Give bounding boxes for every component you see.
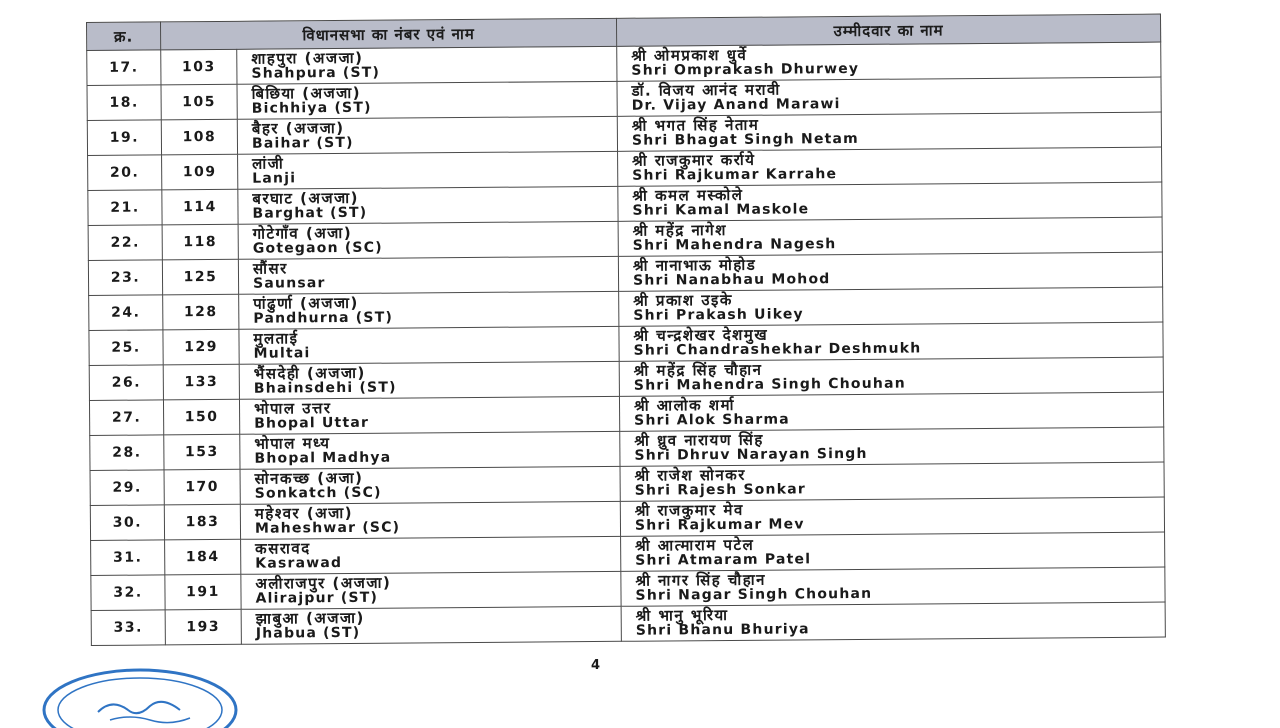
constituency-number: 125 xyxy=(162,259,238,295)
candidate-name-english: Shri Rajkumar Karrahe xyxy=(632,166,838,184)
candidate-name-hindi: श्री महेंद्र नागेश xyxy=(632,220,727,240)
constituency-name-english: Multai xyxy=(253,345,311,362)
constituency-name-english: Alirajpur (ST) xyxy=(255,589,379,607)
constituency-name-english: Lanji xyxy=(252,170,297,187)
candidate-name-hindi: श्री कमल मस्कोले xyxy=(632,185,744,205)
constituency-name-hindi: भोपाल उत्तर xyxy=(253,399,332,418)
candidate-name-english: Shri Bhanu Bhuriya xyxy=(635,621,810,639)
constituency-number: 183 xyxy=(164,504,240,540)
constituency-name-hindi: बरघाट (अजजा) xyxy=(252,188,360,208)
candidate-name xyxy=(617,112,1161,151)
constituency-name-english: Bhopal Madhya xyxy=(254,449,392,467)
page-number: 4 xyxy=(591,658,601,673)
candidate-name-hindi: श्री चन्द्रशेखर देशमुख xyxy=(633,325,769,345)
constituency-name-hindi: सौंसर xyxy=(252,259,288,278)
candidate-name-hindi: श्री प्रकाश उइके xyxy=(633,290,733,310)
candidate-name-english: Shri Rajkumar Mev xyxy=(634,516,805,534)
constituency-name-hindi: सोनकच्छ (अजा) xyxy=(254,468,364,488)
candidate-name xyxy=(617,42,1161,81)
serial-number: 20. xyxy=(88,155,162,191)
constituency-number: 128 xyxy=(163,294,239,330)
constituency-name-hindi: शाहपुरा (अजजा) xyxy=(251,48,364,68)
constituency-name xyxy=(240,501,620,539)
constituency-name xyxy=(240,466,620,504)
constituency-number: 103 xyxy=(161,49,237,85)
serial-number: 27. xyxy=(89,400,163,436)
candidate-name-hindi: श्री राजकुमार मेव xyxy=(634,500,744,520)
constituency-name xyxy=(239,396,619,434)
candidate-name xyxy=(618,182,1162,221)
candidate-name xyxy=(617,77,1161,116)
constituency-name-english: Pandhurna (ST) xyxy=(253,309,394,327)
candidate-name-english: Shri Prakash Uikey xyxy=(633,306,804,324)
constituency-number: 105 xyxy=(161,84,237,120)
candidate-name-hindi: श्री आलोक शर्मा xyxy=(633,395,736,415)
constituency-name xyxy=(237,46,617,84)
candidate-list-table xyxy=(86,14,1166,646)
constituency-name-english: Shahpura (ST) xyxy=(251,64,381,82)
official-seal-stamp xyxy=(40,668,240,728)
candidate-name-hindi: डॉ. विजय आनंद मरावी xyxy=(631,80,781,100)
candidate-name-english: Shri Kamal Maskole xyxy=(632,201,810,219)
constituency-name-hindi: भोपाल मध्य xyxy=(254,434,331,453)
constituency-number: 114 xyxy=(162,189,238,225)
serial-number: 25. xyxy=(89,330,163,366)
candidate-name-hindi: श्री नागर सिंह चौहान xyxy=(635,570,767,590)
table-row xyxy=(91,602,1165,645)
constituency-name-english: Kasrawad xyxy=(255,555,343,572)
constituency-name-english: Bhainsdehi (ST) xyxy=(253,379,397,397)
serial-number: 18. xyxy=(87,85,161,121)
constituency-number: 193 xyxy=(165,609,241,645)
constituency-name-english: Bichhiya (ST) xyxy=(251,99,372,117)
serial-number: 28. xyxy=(90,435,164,471)
constituency-name xyxy=(238,221,618,259)
candidate-name-english: Shri Alok Sharma xyxy=(634,411,790,429)
candidate-name-english: Shri Mahendra Nagesh xyxy=(632,236,837,254)
constituency-number: 118 xyxy=(162,224,238,260)
candidate-name-hindi: श्री महेंद्र सिंह चौहान xyxy=(633,360,763,380)
serial-number: 33. xyxy=(91,610,165,646)
constituency-name-english: Sonkatch (SC) xyxy=(254,484,382,502)
constituency-number: 109 xyxy=(162,154,238,190)
header-candidate: उम्मीदवार का नाम xyxy=(616,14,1160,46)
candidate-name-english: Shri Bhagat Singh Netam xyxy=(631,130,860,149)
constituency-name xyxy=(241,536,621,574)
constituency-name-english: Barghat (ST) xyxy=(252,204,368,222)
candidate-name xyxy=(621,602,1165,641)
candidate-name xyxy=(621,567,1165,606)
candidate-name xyxy=(620,462,1164,501)
serial-number: 21. xyxy=(88,190,162,226)
constituency-name xyxy=(237,81,617,119)
candidate-name-english: Shri Mahendra Singh Chouhan xyxy=(633,375,906,394)
serial-number: 23. xyxy=(88,260,162,296)
constituency-name-hindi: बिछिया (अजजा) xyxy=(251,83,362,103)
constituency-name xyxy=(239,361,619,399)
candidate-name-english: Shri Omprakash Dhurwey xyxy=(631,60,860,79)
candidate-name-english: Shri Nagar Singh Chouhan xyxy=(635,585,873,604)
constituency-name-hindi: लांजी xyxy=(252,154,285,173)
constituency-name xyxy=(238,186,618,224)
candidate-name-hindi: श्री भगत सिंह नेताम xyxy=(631,115,760,135)
constituency-name-hindi: पांढुर्णा (अजजा) xyxy=(253,293,359,313)
constituency-number: 129 xyxy=(163,329,239,365)
header-serial: क्र. xyxy=(87,22,161,51)
candidate-name xyxy=(620,497,1164,536)
candidate-name-english: Shri Chandrashekhar Deshmukh xyxy=(633,340,922,359)
constituency-name-english: Saunsar xyxy=(252,275,326,292)
constituency-name xyxy=(238,256,618,294)
constituency-name xyxy=(240,431,620,469)
constituency-name xyxy=(237,116,617,154)
constituency-name-english: Gotegaon (SC) xyxy=(252,239,383,257)
constituency-name xyxy=(241,606,621,644)
serial-number: 30. xyxy=(90,505,164,541)
serial-number: 22. xyxy=(88,225,162,261)
constituency-number: 133 xyxy=(163,364,239,400)
candidate-name-english: Shri Dhruv Narayan Singh xyxy=(634,445,868,464)
serial-number: 19. xyxy=(87,120,161,156)
constituency-number: 153 xyxy=(164,434,240,470)
candidate-name xyxy=(618,147,1162,186)
candidate-name xyxy=(618,217,1162,256)
constituency-number: 150 xyxy=(163,399,239,435)
constituency-name xyxy=(241,571,621,609)
candidate-name-hindi: श्री राजकुमार कर्राये xyxy=(632,150,756,170)
candidate-name-hindi: श्री आत्माराम पटेल xyxy=(635,535,755,555)
candidate-name-hindi: श्री राजेश सोनकर xyxy=(634,465,746,485)
constituency-number: 170 xyxy=(164,469,240,505)
constituency-number: 191 xyxy=(165,574,241,610)
candidate-name xyxy=(618,252,1162,291)
candidate-name-hindi: श्री ध्रुव नारायण सिंह xyxy=(634,430,764,450)
candidate-name-english: Shri Atmaram Patel xyxy=(635,551,812,569)
constituency-name-hindi: अलीराजपुर (अजजा) xyxy=(255,573,392,593)
constituency-name-english: Bhopal Uttar xyxy=(254,414,370,432)
candidate-name-hindi: श्री ओमप्रकाश धुर्वे xyxy=(631,45,748,65)
candidate-name xyxy=(619,322,1163,361)
header-constituency: विधानसभा का नंबर एवं नाम xyxy=(161,18,617,50)
constituency-number: 108 xyxy=(161,119,237,155)
constituency-name xyxy=(239,291,619,329)
constituency-name-hindi: महेश्वर (अजा) xyxy=(254,503,354,523)
candidate-name xyxy=(619,287,1163,326)
constituency-name-hindi: झाबुआ (अजजा) xyxy=(255,608,365,628)
constituency-name-hindi: मुलताई xyxy=(253,329,299,348)
serial-number: 29. xyxy=(90,470,164,506)
serial-number: 26. xyxy=(89,365,163,401)
serial-number: 31. xyxy=(91,540,165,576)
candidate-name-english: Dr. Vijay Anand Marawi xyxy=(631,96,841,114)
constituency-name-english: Maheshwar (SC) xyxy=(254,519,401,537)
serial-number: 24. xyxy=(89,295,163,331)
serial-number: 17. xyxy=(87,50,161,86)
constituency-number: 184 xyxy=(165,539,241,575)
table-body xyxy=(87,42,1166,645)
constituency-name xyxy=(239,326,619,364)
candidate-name-english: Shri Nanabhau Mohod xyxy=(632,271,831,289)
constituency-name-english: Jhabua (ST) xyxy=(255,624,361,642)
candidate-name xyxy=(619,357,1163,396)
constituency-name-hindi: कसरावद xyxy=(255,539,311,558)
constituency-name xyxy=(238,151,618,189)
candidate-name xyxy=(621,532,1165,571)
constituency-name-english: Baihar (ST) xyxy=(251,134,354,152)
candidate-name-hindi: श्री भानु भूरिया xyxy=(635,605,729,625)
constituency-name-hindi: बैहर (अजजा) xyxy=(251,118,345,138)
candidate-name-english: Shri Rajesh Sonkar xyxy=(634,481,807,499)
candidate-name-hindi: श्री नानाभाऊ मोहोड xyxy=(632,255,757,275)
candidate-name xyxy=(619,392,1163,431)
constituency-name-hindi: भैंसदेही (अजजा) xyxy=(253,363,366,383)
candidate-name xyxy=(620,427,1164,466)
serial-number: 32. xyxy=(91,575,165,611)
constituency-name-hindi: गोटेगाँव (अजा) xyxy=(252,223,353,243)
